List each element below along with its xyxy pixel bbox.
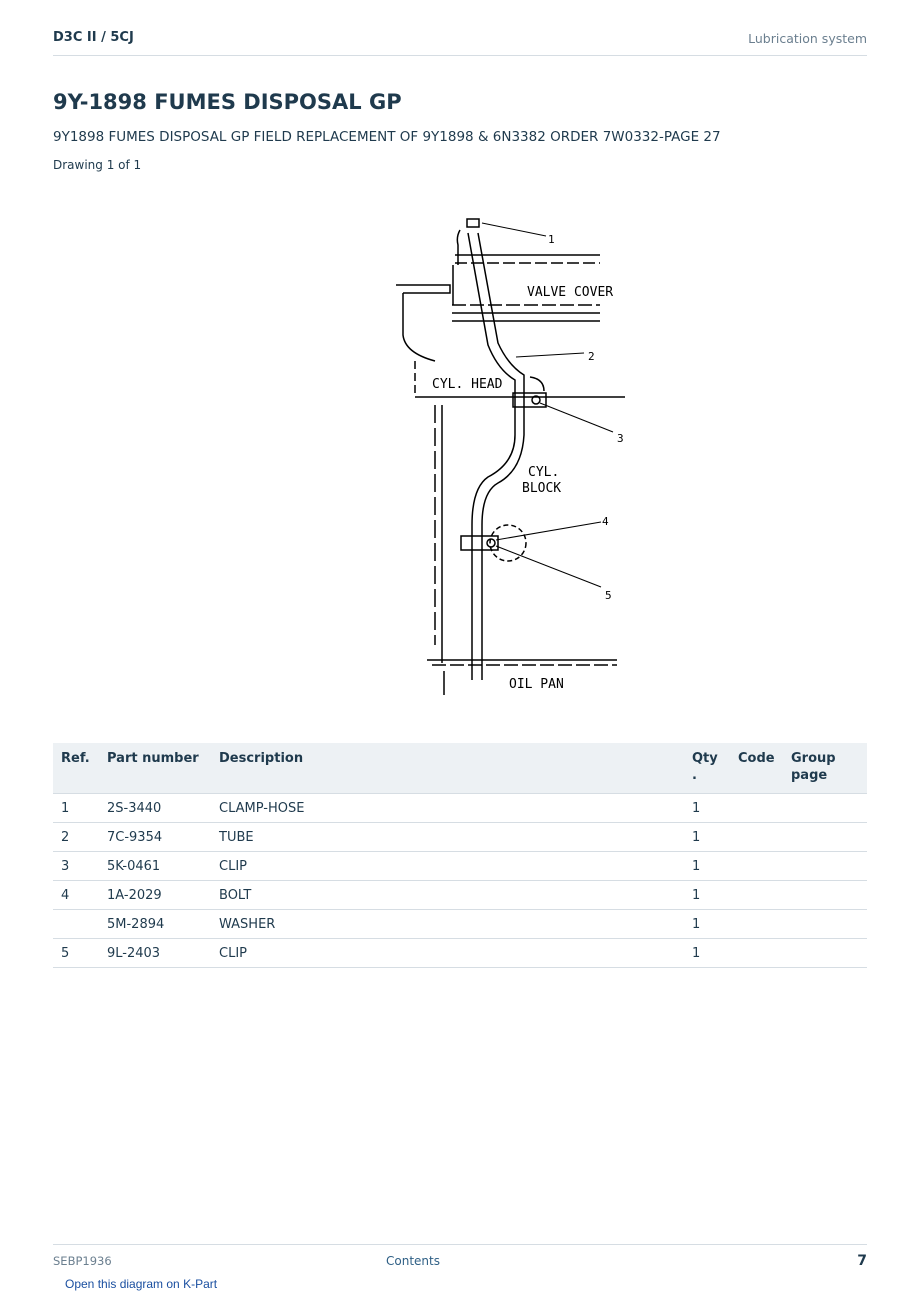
- cell-code: [730, 939, 783, 968]
- col-ref: Ref.: [53, 743, 99, 794]
- table-row: [53, 910, 867, 939]
- diagram-label-cyl-head: CYL. HEAD: [432, 377, 503, 392]
- col-description: Description: [211, 743, 684, 794]
- section-label: Lubrication system: [748, 31, 867, 46]
- cell-description: CLAMP-HOSE: [211, 794, 684, 823]
- cell-group-page: [783, 852, 867, 881]
- cell-ref: 3: [53, 852, 99, 881]
- table-row: [53, 794, 867, 823]
- table-row: [53, 823, 867, 852]
- page-footer: [53, 1244, 867, 1275]
- callout-4: 4: [602, 515, 609, 528]
- cell-ref: 1: [53, 794, 99, 823]
- table-header-row: [53, 743, 867, 794]
- page-title: 9Y-1898 FUMES DISPOSAL GP: [53, 90, 402, 114]
- diagram-label-valve-cover: VALVE COVER: [527, 285, 614, 300]
- cell-group-page: [783, 823, 867, 852]
- kpart-diagram-link[interactable]: Open this diagram on K-Part: [65, 1277, 218, 1291]
- cell-part-number: 5M-2894: [99, 910, 211, 939]
- cell-description: BOLT: [211, 881, 684, 910]
- cell-ref: [53, 910, 99, 939]
- cell-qty: 1: [684, 910, 730, 939]
- col-code: Code: [730, 743, 783, 794]
- cell-part-number: 7C-9354: [99, 823, 211, 852]
- cell-code: [730, 852, 783, 881]
- cell-part-number: 1A-2029: [99, 881, 211, 910]
- cell-ref: 4: [53, 881, 99, 910]
- callout-2: 2: [588, 350, 595, 363]
- cell-code: [730, 823, 783, 852]
- cell-description: CLIP: [211, 852, 684, 881]
- cell-qty: 1: [684, 939, 730, 968]
- cell-description: WASHER: [211, 910, 684, 939]
- col-part-number: Part number: [99, 743, 211, 794]
- document-id: SEBP1936: [53, 1254, 112, 1268]
- cell-group-page: [783, 881, 867, 910]
- callout-1: 1: [548, 233, 555, 246]
- table-row: [53, 939, 867, 968]
- cell-group-page: [783, 939, 867, 968]
- parts-diagram: [260, 185, 660, 715]
- cell-part-number: 2S-3440: [99, 794, 211, 823]
- cell-qty: 1: [684, 881, 730, 910]
- cell-description: TUBE: [211, 823, 684, 852]
- model-label: D3C II / 5CJ: [53, 30, 134, 45]
- callout-5: 5: [605, 589, 612, 602]
- cell-qty: 1: [684, 794, 730, 823]
- cell-qty: 1: [684, 823, 730, 852]
- fumes-disposal-drawing: [260, 185, 660, 715]
- diagram-label-oil-pan: OIL PAN: [509, 677, 564, 692]
- cell-part-number: 9L-2403: [99, 939, 211, 968]
- col-group-page: Group page: [783, 743, 867, 794]
- table-row: [53, 881, 867, 910]
- page-subtitle: 9Y1898 FUMES DISPOSAL GP FIELD REPLACEMENT OF 9Y1898 & 6N3382 ORDER 7W0332-PAGE 27: [53, 129, 721, 145]
- cell-group-page: [783, 910, 867, 939]
- parts-table: [53, 743, 867, 968]
- cell-description: CLIP: [211, 939, 684, 968]
- callout-3: 3: [617, 432, 624, 445]
- cell-ref: 5: [53, 939, 99, 968]
- cell-qty: 1: [684, 852, 730, 881]
- diagram-label-block: BLOCK: [522, 481, 562, 496]
- cell-ref: 2: [53, 823, 99, 852]
- cell-code: [730, 910, 783, 939]
- cell-part-number: 5K-0461: [99, 852, 211, 881]
- page-number: 7: [857, 1253, 867, 1269]
- cell-code: [730, 881, 783, 910]
- col-qty: Qty .: [684, 743, 730, 794]
- table-row: [53, 852, 867, 881]
- diagram-label-cyl: CYL.: [528, 465, 560, 480]
- page-header: [53, 28, 867, 56]
- cell-group-page: [783, 794, 867, 823]
- contents-link[interactable]: Contents: [386, 1254, 440, 1268]
- drawing-count: Drawing 1 of 1: [53, 158, 142, 172]
- cell-code: [730, 794, 783, 823]
